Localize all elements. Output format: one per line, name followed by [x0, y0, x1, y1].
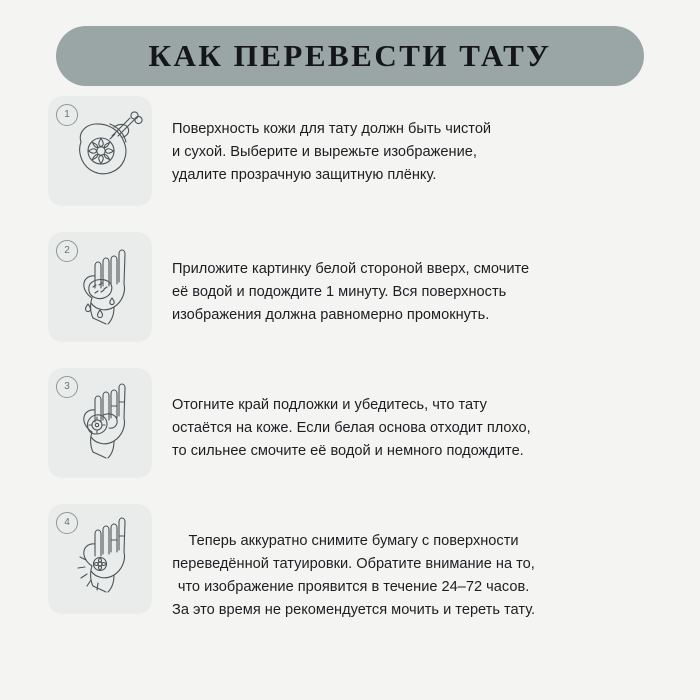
list-item [0, 232, 700, 342]
step-text-4: Теперь аккуратно снимите бумагу с поверхности переведённой татуировки. Обратите внимание на то, что изображение проявится в течение 24–72 часов. За это время не рекомендуется мочить и тереть тату. [172, 533, 536, 618]
step-number-badge: 4 [56, 512, 78, 534]
list-item [0, 96, 700, 206]
step-illustration-1 [48, 96, 152, 206]
list-item [0, 504, 700, 622]
steps-list [0, 96, 700, 636]
step-number-badge: 1 [56, 104, 78, 126]
step-illustration-2 [48, 232, 152, 342]
step-illustration-3 [48, 368, 152, 478]
step-text-3: Отогните край подложки и убедитесь, что тату остаётся на коже. Если белая основа отходит плохо, то сильнее смочите её водой и немного подождите. [172, 397, 531, 459]
step-text-2: Приложите картинку белой стороной вверх, смочите её водой и подождите 1 минуту. Вся поверхность изображения должна равномерно промокнуть. [172, 261, 530, 323]
step-number-badge: 3 [56, 376, 78, 398]
step-text-1: Поверхность кожи для тату должн быть чистой и сухой. Выберите и вырежьте изображение, удалите прозрачную защитную плёнку. [172, 121, 492, 183]
step-illustration-4 [48, 504, 152, 614]
step-number-badge: 2 [56, 240, 78, 262]
list-item [0, 368, 700, 478]
title-banner [56, 26, 644, 86]
page-title: КАК ПЕРЕВЕСТИ ТАТУ [148, 38, 552, 73]
